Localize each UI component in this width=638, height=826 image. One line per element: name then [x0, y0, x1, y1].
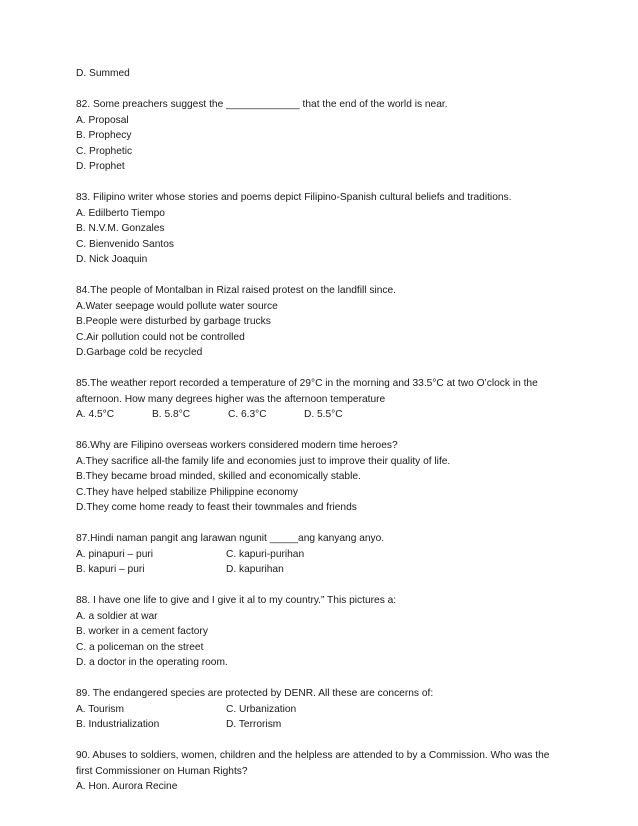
answer-option: B. Prophecy	[76, 130, 132, 141]
question-84	[76, 283, 596, 361]
question-88	[76, 593, 596, 671]
answer-option: C. 6.3°C	[228, 409, 267, 420]
answer-option: C. Urbanization	[226, 703, 297, 715]
answer-option: A. Tourism	[76, 703, 124, 715]
answer-option: D.Garbage cold be recycled	[76, 347, 203, 358]
answer-option: B. worker in a cement factory	[76, 626, 208, 637]
answer-option: D. Terrorism	[226, 719, 282, 730]
question-stem: 82. Some preachers suggest the _____________ that the end of the world is near.	[76, 99, 448, 110]
answer-options-row	[76, 562, 596, 578]
answer-options-row	[76, 702, 596, 718]
answer-options-row	[76, 717, 596, 733]
question-stem: 89. The endangered species are protected by DENR. All these are concerns of:	[76, 688, 434, 699]
answer-option: A. Edilberto Tiempo	[76, 207, 165, 219]
question-86	[76, 438, 596, 516]
question-89	[76, 686, 596, 733]
question-stem-continued: first Commissioner on Human Rights?	[76, 765, 248, 777]
answer-option: A. 4.5°C	[76, 409, 115, 420]
answer-option: C. Bienvenido Santos	[76, 238, 174, 250]
answer-option: C. a policeman on the street	[76, 641, 204, 653]
answer-options-row	[76, 407, 596, 423]
question-85	[76, 376, 596, 423]
answer-option: D.They come home ready to feast their townmales and friends	[76, 502, 357, 513]
question-83	[76, 190, 596, 268]
answer-option: C.Air pollution could not be controlled	[76, 331, 245, 343]
question-stem: 86.Why are Filipino overseas workers considered modern time heroes?	[76, 440, 398, 451]
answer-option: A. Hon. Aurora Recine	[76, 781, 178, 792]
answer-option: B. 5.8°C	[152, 409, 191, 420]
answer-option: D. a doctor in the operating room.	[76, 657, 228, 668]
answer-option: A. pinapuri – puri	[76, 548, 154, 560]
question-stem: 87.Hindi naman pangit ang larawan ngunit _____ang kanyang anyo.	[76, 533, 385, 544]
answer-option: D. kapurihan	[226, 564, 284, 575]
question-82	[76, 97, 596, 175]
question-stem: 84.The people of Montalban in Rizal raised protest on the landfill since.	[76, 285, 396, 296]
answer-option: A.They sacrifice all-the family life and economies just to improve their quality of life.	[76, 455, 451, 467]
answer-option: B. Industrialization	[76, 719, 160, 730]
answer-options-row	[76, 547, 596, 563]
question-stem: 88. I have one life to give and I give it al to my country.” This pictures a:	[76, 595, 397, 606]
question-stem: 85.The weather report recorded a temperature of 29°C in the morning and 33.5°C at two O’clock in the	[76, 378, 538, 389]
answer-option: A. Proposal	[76, 114, 129, 126]
answer-option: D. Summed	[76, 68, 130, 79]
answer-option: C.They have helped stabilize Philippine economy	[76, 486, 298, 498]
answer-option: C. kapuri-purihan	[226, 548, 305, 560]
answer-option: D. 5.5°C	[304, 409, 343, 420]
document-page	[76, 66, 596, 795]
answer-option: B. N.V.M. Gonzales	[76, 223, 165, 234]
answer-option: B.People were disturbed by garbage trucks	[76, 316, 271, 327]
question-stem: 90. Abuses to soldiers, women, children and the helpless are attended to by a Commission. Who was the	[76, 750, 550, 761]
answer-option: B.They became broad minded, skilled and economically stable.	[76, 471, 361, 482]
question-stem-continued: afternoon. How many degrees higher was the afternoon temperature	[76, 393, 386, 405]
answer-option: D. Nick Joaquin	[76, 254, 148, 265]
answer-option: A.Water seepage would pollute water source	[76, 300, 278, 312]
question-90	[76, 748, 596, 795]
answer-option: C. Prophetic	[76, 145, 133, 157]
answer-option: A. a soldier at war	[76, 610, 158, 622]
answer-option: D. Prophet	[76, 161, 125, 172]
question-87	[76, 531, 596, 578]
answer-option: B. kapuri – puri	[76, 564, 145, 575]
question-stem: 83. Filipino writer whose stories and poems depict Filipino-Spanish cultural beliefs and traditions.	[76, 192, 512, 203]
